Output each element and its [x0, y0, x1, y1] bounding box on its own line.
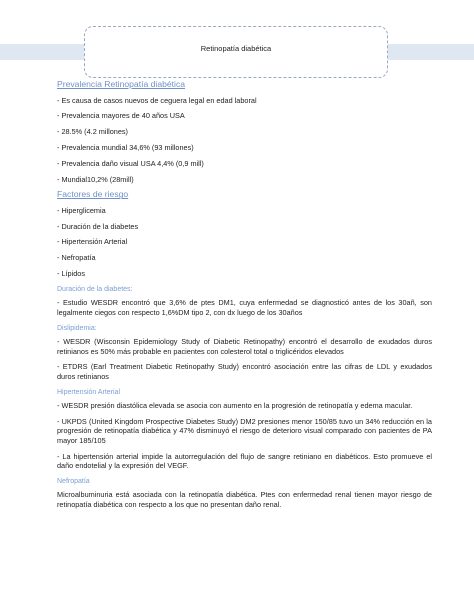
paragraph: - ETDRS (Earl Treatment Diabetic Retinopathy Study) encontró asociación entre las cifras de LDL y exudados duros retinianos [57, 362, 432, 381]
list-item: - Prevalencia daño visual USA 4,4% (0,9 mill) [57, 158, 204, 168]
list-item: - Nefropatía [57, 253, 96, 263]
document-body [57, 80, 432, 515]
list-item: - Hipertensión Arterial [57, 237, 128, 247]
section-heading-nefropatia: Nefropatía [57, 477, 90, 485]
paragraph: - WESDR presión diastólica elevada se asocia con aumento en la progresión de retinopatía y edema macular. [57, 401, 413, 411]
list-item: - Hiperglicemia [57, 205, 106, 215]
list-item: - Lípidos [57, 269, 85, 278]
section-heading-dislipidemia: Dislipidemia: [57, 324, 97, 332]
section-heading-duracion: Duración de la diabetes: [57, 285, 133, 293]
section-heading-prevalencia: Prevalencia Retinopatía diabética [57, 79, 186, 89]
paragraph: - La hipertensión arterial impide la autorregulación del flujo de sangre retiniano en diabéticos. Esto promueve el daño endotelial y la expresión del VEGF. [57, 451, 432, 471]
list-item: - Es causa de casos nuevos de ceguera legal en edad laboral [57, 95, 257, 105]
paragraph: - UKPDS (United Kingdom Prospective Diabetes Study) DM2 presiones menor 150/85 tuvo un 34% reducción en la progresión de retinopatía diabética y 47% disminuyó el riesgo de deterioro visual comparado con pacientes de PA mayor 185/105 [57, 416, 432, 445]
list-item: - Mundial10,2% (28mill) [57, 174, 134, 184]
list-item: - Prevalencia mayores de 40 años USA [57, 111, 185, 121]
list-item: - 28.5% (4.2 millones) [57, 127, 128, 137]
paragraph: - Estudio WESDR encontró que 3,6% de ptes DM1, cuya enfermedad se diagnosticó antes de los 30añ, son legalmente ciegos con respecto 1,6%DM tipo 2, con dx luego de los 30años [57, 298, 432, 317]
list-item: - Duración de la diabetes [57, 221, 139, 231]
paragraph: Microalbuminuria está asociada con la retinopatía diabética. Ptes con enfermedad renal tienen mayor riesgo de retinopatía diabética con respecto a los que no presentan daño renal. [57, 490, 432, 509]
page-title: Retinopatía diabética [200, 44, 272, 53]
title-box [84, 26, 388, 78]
paragraph: - WESDR (Wisconsin Epidemiology Study of Diabetic Retinopathy) encontró el desarrollo de exudados duros retinianos es 50% más probable en pacientes con colesterol total o triglicéridos elevados [57, 337, 432, 356]
list-item: - Prevalencia mundial 34,6% (93 millones) [57, 142, 194, 152]
section-heading-hipertension: Hipertensión Arterial [57, 388, 121, 396]
section-heading-factores: Factores de riesgo [57, 189, 129, 200]
